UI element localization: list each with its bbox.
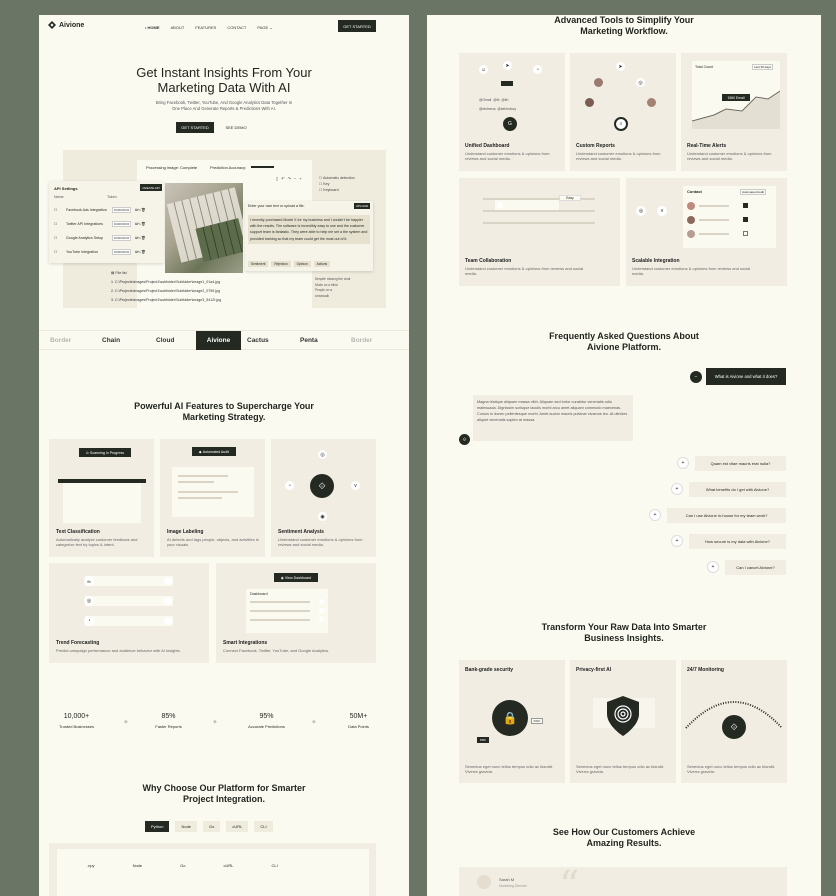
trend-dot [164, 577, 172, 585]
handle: @elshrena [479, 107, 496, 111]
transform-title: Privacy-first AI [576, 667, 612, 673]
feature-card-sentiment-analysis [271, 439, 376, 557]
search-icon: ⊙ [85, 450, 89, 455]
hero-title-line1: Get Instant Insights From Your [136, 65, 312, 80]
checkbox-icon[interactable]: ☐ [54, 236, 58, 240]
faq-question [689, 482, 786, 497]
nav-about[interactable]: ABOUT [170, 25, 185, 30]
transform-title: Bank-grade security [465, 667, 514, 673]
minus-icon[interactable]: − [690, 371, 702, 383]
transform-desc: Senectus eget nunc tellus tempus odio ac blandit. Viverra gravida. [465, 764, 554, 775]
chevron-down-icon: ⌄ [269, 25, 273, 30]
toolbar-icons [276, 176, 302, 181]
transform-title: 24/7 Monitoring [687, 667, 724, 673]
row-actions-icon[interactable]: ⧉✎🗑 [135, 236, 146, 240]
feature-desc: AI detects and tags people, objects, and activities in your visuals. [167, 537, 259, 548]
code-panel [49, 843, 376, 896]
plus-icon: + [671, 483, 683, 495]
easy-label: Easy [566, 196, 574, 200]
contact-label: Contact [687, 189, 702, 194]
redo-icon[interactable]: ↷ [287, 176, 291, 181]
code-window [57, 849, 369, 896]
stat-value: 10,000+ [63, 713, 90, 720]
scanning-label: Scanning in Progress [89, 450, 125, 455]
brand-name: Aivione [59, 21, 85, 29]
create-api-button[interactable]: CREATE API [140, 184, 162, 191]
option-auto-label: Automatic detection [323, 176, 355, 180]
features-title-line1: Powerful AI Features to Supercharge Your [134, 401, 314, 411]
file-list [111, 269, 221, 305]
faq-item[interactable] [649, 508, 786, 523]
checkbox-icon[interactable]: ☐ [54, 208, 58, 212]
api-row [54, 203, 162, 217]
option-key-label: Key [323, 182, 330, 186]
tool-desc: Understand customer emotions & opinions from reviews and social media. [687, 151, 772, 162]
stat-label: Trusted Businesses [59, 724, 94, 729]
faq-question-label: How secure is my data with Aivione? [705, 539, 770, 544]
faq-question-label: Quam est vitae mauris erat nulla? [710, 461, 771, 466]
checkbox-icon[interactable] [743, 217, 748, 222]
api-token: •••••••••••• [114, 222, 130, 226]
total-count-label: Total Count [695, 65, 714, 69]
option-key[interactable]: ☐ Key [319, 182, 330, 186]
faq-item[interactable] [671, 534, 786, 549]
alert-chart-panel [692, 61, 780, 129]
feature-title: Trend Forecasting [56, 640, 100, 646]
checkbox-icon[interactable]: ☐ [54, 250, 58, 254]
col-token: Token [107, 195, 117, 199]
enter-text-label: Enter your own text or upload a file: [248, 204, 305, 208]
lock-icon: 🔒 [492, 700, 528, 736]
tools-title-line2: Marketing Workflow. [580, 26, 668, 36]
api-rows [54, 203, 162, 259]
customers-title-line2: Amazing Results. [586, 838, 662, 848]
code-tab[interactable]: cURL [223, 863, 234, 868]
api-row [54, 217, 162, 231]
stats-row [39, 713, 409, 737]
faq-question-label: Can I use Aivione in-house for my team work? [685, 513, 768, 518]
trend-dot [164, 597, 172, 605]
avatar [594, 78, 603, 87]
tools-title [427, 15, 821, 37]
faq-active-question[interactable] [706, 368, 786, 385]
trend-icon: ◎ [84, 596, 94, 606]
feature-card-text-classification [49, 439, 154, 557]
tool-desc: Understand customer emotions & opinions from reviews and social media. [576, 151, 661, 162]
transform-card-privacy [570, 660, 676, 783]
tool-title: Unified Dashboard [465, 143, 510, 149]
row-actions-icon[interactable]: ⧉✎🗑 [135, 250, 146, 254]
eye-icon: ◉ [280, 575, 284, 580]
choose-title-line1: Why Choose Our Platform for Smarter [142, 783, 306, 793]
collab-dot [497, 202, 503, 208]
option-auto-detection[interactable]: ☐ Automatic detection [319, 176, 355, 180]
email-count: 1560 Email [727, 95, 745, 100]
sample-caption: Mode on a blind [315, 282, 338, 287]
hero-sub-line2: One Place And Generate Reports & Predictions With AI. [172, 106, 276, 111]
hero-get-started-button[interactable]: GET STARTED [176, 122, 214, 133]
faq-item[interactable] [671, 482, 786, 497]
tools-title-line1: Advanced Tools to Simplify Your [554, 15, 694, 25]
api-row [54, 231, 162, 245]
view-dashboard-label: View Dashboard [284, 575, 312, 580]
easy-badge [559, 195, 581, 201]
handle-list [479, 96, 559, 114]
file-icon: ▤ [111, 271, 115, 275]
mini-dashboard [246, 589, 328, 633]
keyboard-photo [165, 183, 243, 273]
choose-title-line2: Project Integration. [182, 794, 265, 804]
trend-item [85, 616, 173, 626]
faq-question-label: What benefits do I get with Aivione? [705, 487, 770, 492]
nav-home[interactable]: • HOME [145, 25, 160, 30]
search-icon: ⌕ [614, 117, 628, 131]
handle: @fb [493, 98, 500, 102]
stat-value: 95% [259, 713, 274, 720]
tab-curl[interactable]: cURL [226, 821, 248, 832]
code-tabs [87, 863, 278, 868]
feature-card-trend-forecasting [49, 563, 209, 663]
tab-cli[interactable]: CLI [254, 821, 272, 832]
user-icon: ☺ [480, 66, 487, 73]
hero-sub-line1: Bring Facebook, Twitter, YouTube, And Google Analytics Data Together In [155, 100, 293, 105]
prediction-accuracy: Prediction Accuracy: [210, 165, 247, 170]
row-actions-icon[interactable]: ⧉✎🗑 [135, 208, 146, 212]
feature-desc: Understand customer emotions & opinions from reviews and social media. [278, 537, 363, 548]
row-actions-icon[interactable]: ⧉✎🗑 [135, 222, 146, 226]
tag-row [248, 261, 330, 267]
logo-aivione [196, 331, 241, 350]
nav-contact[interactable]: CONTACT [227, 25, 247, 30]
faq-title-line2: Aivione Platform. [586, 342, 661, 352]
alert-trend-chart [692, 81, 780, 129]
document-preview [63, 483, 141, 523]
avatar [687, 230, 695, 238]
telegram-icon: ➤ [503, 61, 512, 70]
tool-desc: Understand customer emotions & opinions from reviews and social media. [632, 266, 751, 277]
frame-icon[interactable]: ▯ [276, 176, 279, 181]
transform-card-monitoring [681, 660, 787, 783]
api-token: •••••••••••• [114, 208, 130, 212]
file-list-label: File list [115, 271, 127, 275]
aivione-avatar-icon: ⟐ [459, 434, 470, 445]
tool-title: Real-Time Alerts [687, 143, 727, 149]
brand-logo[interactable] [48, 21, 84, 29]
mini-dashboard-title: Dashboard [250, 592, 268, 596]
sample-captions [315, 277, 351, 299]
tool-card-custom-reports [570, 53, 676, 171]
email-count-badge [722, 94, 750, 101]
landing-page-left [39, 15, 409, 896]
file-item[interactable]: 3. C:\Projects\images\Project1\subfolder\Subfolder\image3_5412f.jpg [111, 298, 222, 302]
social-icon: ◔ [285, 481, 294, 490]
stat-sep: ◆ [213, 719, 217, 725]
plus-icon: + [707, 561, 719, 573]
faq-question [689, 534, 786, 549]
code-tab[interactable]: Node [132, 863, 143, 868]
faq-answer [473, 395, 633, 441]
api-row [54, 245, 162, 259]
customer-avatar [477, 875, 491, 889]
logo-border: Border [50, 336, 72, 344]
contact-audit-badge: Automated Audit [742, 190, 765, 194]
audit-label: Automated Audit [202, 449, 230, 454]
tool-desc: Understand customer emotions & opinions from reviews and social media. [465, 266, 584, 277]
hero-see-demo-button[interactable]: SEE DEMO [220, 122, 252, 133]
trend-icon: fb [84, 576, 94, 586]
option-keyboard-label: Keyboard [323, 188, 339, 192]
trend-item [85, 596, 173, 606]
stat-item [141, 713, 196, 729]
choose-title [39, 783, 409, 805]
detection-options [319, 175, 355, 193]
upload-button[interactable]: UPLOAD [355, 204, 369, 208]
feature-title: Sentiment Analysis [278, 529, 324, 535]
logo-border-2: Border [351, 336, 373, 344]
pdf-tag: PDF [477, 737, 489, 743]
social-icon: v [351, 481, 360, 490]
stat-value: 50M+ [349, 713, 368, 720]
main-nav [145, 25, 273, 30]
tool-card-team-collaboration [459, 178, 620, 286]
tool-title: Team Collaboration [465, 258, 512, 264]
avatar [687, 202, 695, 210]
sample-caption: Despite missing the chair [315, 277, 351, 281]
feature-desc: Connect Facebook, Twitter, YouTube, and Google Analytics. [223, 648, 330, 653]
tab-node[interactable]: Node [175, 821, 197, 832]
processing-status: Processing image: Complete [146, 165, 198, 170]
feature-card-smart-integrations [216, 563, 376, 663]
tool-title: Scalable Integration [632, 258, 680, 264]
hero-subtitle [39, 100, 409, 112]
tag-opinion[interactable]: Opinion [294, 261, 311, 267]
transform-desc: Senectus eget nunc tellus tempus odio ac blandit. Viverra gravida. [576, 764, 665, 775]
customers-title [427, 827, 821, 849]
stat-item [239, 713, 294, 729]
mini-tag [501, 81, 513, 86]
contact-panel [683, 186, 776, 248]
faq-item[interactable] [707, 560, 786, 575]
logo-cloud: Cloud [156, 336, 175, 344]
checkbox-icon[interactable] [743, 203, 748, 208]
transform-card-security [459, 660, 565, 783]
api-name: YouTube Integration [66, 250, 99, 254]
tool-title: Custom Reports [576, 143, 615, 149]
faq-question-label: Can I cancel Aivione? [736, 565, 775, 570]
nav-get-started-button[interactable]: GET STARTED [338, 20, 376, 32]
check-icon [319, 599, 324, 604]
tool-card-unified-dashboard [459, 53, 565, 171]
nav-features[interactable]: FEATURES [195, 25, 217, 30]
aivione-logo-icon [48, 21, 56, 29]
features-title-line2: Marketing Strategy. [182, 412, 266, 422]
logo-chain: Chain [102, 336, 121, 344]
customers-title-line1: See How Our Customers Achieve [552, 827, 696, 837]
hero-title [39, 65, 409, 95]
feature-desc: Predict campaign performance and audience behavior with AI insights. [56, 648, 181, 653]
file-item[interactable]: 1. C:\Projects\images\Project1\subfolder\Subfolder\image1_01a4.jpg [111, 280, 221, 284]
api-token: •••••••••••• [114, 236, 130, 240]
landing-page-right [427, 15, 821, 896]
tool-card-scalable-integration [626, 178, 787, 286]
trend-item [85, 576, 173, 586]
trend-icon: ◔ [84, 616, 94, 626]
tool-card-real-time-alerts [681, 53, 787, 171]
api-settings-title: API Settings [54, 186, 78, 191]
checkbox-icon[interactable]: ☐ [54, 222, 58, 226]
stat-value: 85% [161, 713, 176, 720]
avatar [647, 98, 656, 107]
plus-icon: + [649, 509, 661, 521]
api-name: Facebook Ads Integration [66, 208, 107, 212]
plus-icon: + [677, 457, 689, 469]
code-tab[interactable]: .npy [87, 863, 95, 868]
api-name: Google Analytics Setup [66, 236, 104, 240]
trend-dot [164, 617, 172, 625]
faq-active-question-label: What is Aivione and what it does? [714, 374, 778, 379]
social-icon: ◔ [533, 65, 542, 74]
feature-desc: Automatically analyze customer feedback and categorize text by topics & intent. [56, 537, 138, 548]
transform-title-line1: Transform Your Raw Data Into Smarter [541, 622, 707, 632]
api-token: •••••••••••• [114, 250, 130, 254]
collab-bar [495, 200, 559, 210]
faq-question [695, 456, 786, 471]
option-keyboard[interactable]: ☐ Keyboard [319, 188, 339, 192]
stat-sep: ◆ [124, 719, 128, 725]
stat-label: Faster Reports [155, 724, 182, 729]
stat-item [49, 713, 104, 729]
handle: @behindsvy [497, 107, 517, 111]
tab-go[interactable]: Go [203, 821, 220, 832]
aivione-monitor-icon: ⟐ [722, 715, 746, 739]
faq-title [427, 331, 821, 353]
stat-label: Data Points [348, 724, 369, 729]
logo-aivione-label: Aivione [206, 337, 231, 344]
feedback-text[interactable]: I recently purchased Model X for my business and I couldn't be happier with the results. The software is incredibly easy to use and the customer support team is fantastic. They were able to help me set a the system and provided training so that my team could get the most out of it. [248, 215, 370, 244]
check-icon [319, 617, 324, 622]
tab-python[interactable]: Python [145, 821, 169, 832]
period-select[interactable]: Last 30 days [754, 65, 772, 69]
code-tab[interactable]: Go [180, 863, 186, 868]
aivione-hub-icon: ⟐ [310, 474, 334, 498]
logo-strip [39, 330, 409, 350]
col-name: Name [54, 195, 64, 199]
language-tabs [145, 821, 273, 832]
feature-title: Image Labeling [167, 529, 204, 535]
transform-desc: Senectus eget nunc tellus tempus odio ac blandit. Viverra gravida. [687, 764, 776, 775]
faq-title-line1: Frequently Asked Questions About [549, 331, 699, 341]
features-title [39, 401, 409, 423]
tag-actions[interactable]: Actions [314, 261, 330, 267]
customer-role: Marketing Director [499, 884, 527, 888]
logo-cactus: Cactus [247, 336, 269, 344]
feature-title: Smart Integrations [223, 640, 268, 646]
checkbox-icon[interactable] [743, 231, 748, 236]
faq-answer-text: Magna tristique aliquam massa nibh. Aliquam sed tortor curabitur venenatis odio malesuada. Dignissim scrisque iaculis morbi arcu amet aliquam commodo maecenas. Cursus in donec pellentesque morbi. Amet auctor mauris pulvinar vivamus leo. At ultricies aliquet venenatis sapien at massa. [477, 400, 628, 422]
zoom-in-icon[interactable]: + [299, 176, 302, 181]
tag-rejection[interactable]: Rejection [271, 261, 290, 267]
stat-item [331, 713, 386, 729]
handle: @Gmail [479, 98, 492, 102]
plus-icon: + [671, 535, 683, 547]
quote-icon: “ [559, 863, 580, 896]
zoom-out-icon[interactable]: − [293, 176, 297, 181]
social-icon: ◎ [636, 206, 646, 216]
faq-item[interactable] [677, 456, 786, 471]
social-icon: ◎ [636, 78, 645, 87]
doc-tag: DOC [531, 718, 543, 724]
feature-card-image-labeling [160, 439, 265, 557]
tag-icon: ◆ [198, 449, 202, 454]
api-name: Twitter API Integrations [66, 222, 103, 226]
check-icon [319, 608, 324, 613]
telegram-icon: ➤ [616, 62, 625, 71]
logo-penta: Penta [300, 336, 318, 344]
labeling-preview [172, 467, 254, 517]
faq-question [667, 508, 786, 523]
faq-question [725, 560, 786, 575]
accuracy-bar [251, 166, 274, 168]
feature-title: Text Classification [56, 529, 100, 535]
handle: @ifn [501, 98, 509, 102]
avatar [585, 98, 594, 107]
transform-title [427, 622, 821, 644]
testimonial-card [459, 863, 787, 896]
google-icon: G [503, 117, 517, 131]
tag-sentiment[interactable]: Sentiment [248, 261, 268, 267]
automated-audit-badge [192, 447, 236, 456]
scanning-badge [79, 448, 131, 457]
customer-name: Sarah M [499, 877, 515, 882]
transform-title-line2: Business Insights. [584, 633, 664, 643]
social-icon: ◎ [318, 450, 327, 459]
stat-label: Accurate Predictions [248, 724, 285, 729]
sample-caption: crosswalk [315, 293, 329, 298]
sample-caption: People on a [315, 288, 333, 292]
undo-icon[interactable]: ↶ [281, 176, 285, 181]
nav-page-label: PAGE [257, 25, 269, 30]
file-list-title [111, 269, 221, 278]
file-item[interactable]: 2. C:\Projects\images\Project1\subfolder\Subfolder\image2_0759.jpg [111, 289, 221, 293]
hero-title-line2: Marketing Data With AI [157, 80, 291, 95]
social-icon: ◉ [318, 512, 327, 521]
avatar [687, 216, 695, 224]
stat-sep: ◆ [312, 719, 316, 725]
nav-page[interactable] [257, 25, 272, 30]
view-dashboard-badge[interactable] [274, 573, 318, 582]
code-tab[interactable]: CLI [271, 863, 278, 868]
vimeo-icon: v [657, 206, 667, 216]
tool-desc: Understand customer emotions & opinions from reviews and social media. [465, 151, 550, 162]
fingerprint-shield-icon [607, 696, 639, 736]
